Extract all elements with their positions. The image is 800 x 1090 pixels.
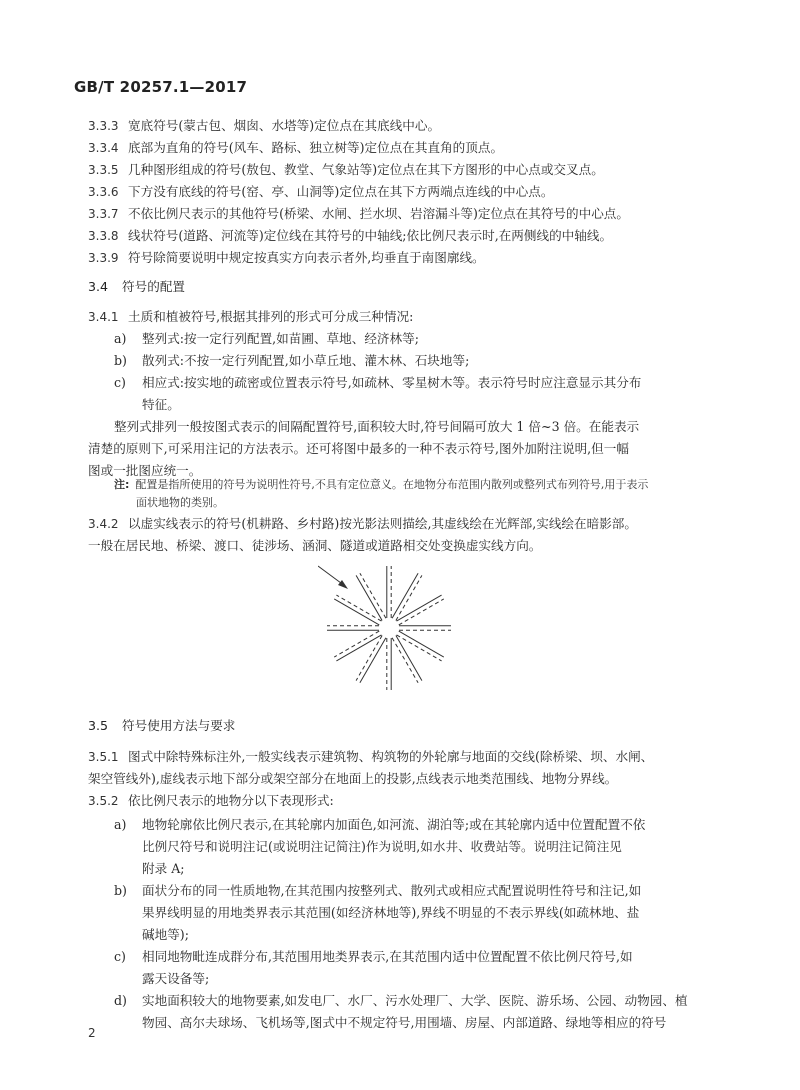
section-number: 3.5 [88, 718, 109, 733]
clause-text: 线状符号(道路、河流等)定位线在其符号的中轴线;依比例尺表示时,在两侧线的中轴线。 [128, 228, 613, 243]
clause-number: 3.3.4 [88, 141, 119, 155]
clause-text: 不依比例尺表示的其他符号(桥梁、水闸、拦水坝、岩溶漏斗等)定位点在其符号的中心点。 [128, 206, 629, 221]
clause-text: 宽底符号(蒙古包、烟囱、水塔等)定位点在其底线中心。 [128, 118, 441, 133]
list-item-label: d) [114, 993, 127, 1008]
clause-text: 几种图形组成的符号(敖包、教堂、气象站等)定位点在其下方图形的中心点或交叉点。 [128, 162, 604, 177]
clause-text: 以虚实线表示的符号(机耕路、乡村路)按光影法则描绘,其虚线绘在光辉部,实线绘在暗影部。 [128, 516, 637, 531]
page-number: 2 [88, 1026, 96, 1040]
ray-dashed-line [399, 599, 444, 625]
list-item-text: 整列式:按一定行列配置,如苗圃、草地、经济林等; [142, 331, 419, 346]
clause-text: 依比例尺表示的地物分以下表现形式: [128, 793, 334, 808]
note-line: 面状地物的类别。 [136, 496, 224, 509]
clause-text: 符号除简要说明中规定按真实方向表示者外,均垂直于南图廓线。 [128, 250, 485, 265]
list-item-text-continued: 特征。 [142, 397, 180, 412]
clause-text-continued: 一般在居民地、桥梁、渡口、徒涉场、涵洞、隧道或道路相交处变换虚实线方向。 [88, 538, 542, 553]
list-item-text: 碱地等); [142, 927, 189, 942]
ray-dashed-line [334, 631, 379, 657]
paragraph-line: 清楚的原则下,可采用注记的方法表示。还可将图中最多的一种不表示符号,图外加附注说明,但一幅 [88, 441, 629, 456]
clause-number: 3.3.9 [88, 251, 119, 265]
paragraph-line: 图或一批图应统一。 [88, 463, 202, 478]
clause-number: 3.3.3 [88, 119, 119, 133]
clause-text: 底部为直角的符号(风车、路标、独立树等)定位点在其直角的顶点。 [128, 140, 504, 155]
list-item-label: b) [114, 883, 127, 898]
clause-number: 3.3.8 [88, 229, 119, 243]
clause-number: 3.4.2 [88, 517, 119, 531]
list-item-text: 相应式:按实地的疏密或位置表示符号,如疏林、零星树木等。表示符号时应注意显示其分布 [142, 375, 642, 390]
clause-number: 3.3.6 [88, 185, 119, 199]
note-label: 注: [114, 478, 130, 491]
clause-number: 3.5.2 [88, 794, 119, 808]
list-item-label: c) [114, 375, 126, 390]
clause-number: 3.3.5 [88, 163, 119, 177]
list-item-text: 露天设备等; [142, 971, 210, 986]
list-item-text: 附录 A; [142, 861, 185, 876]
list-item-text: 果界线明显的用地类界表示其范围(如经济林地等),界线不明显的不表示界线(如疏林地、盐 [142, 905, 640, 920]
clause-text: 图式中除特殊标注外,一般实线表示建筑物、构筑物的外轮廓与地面的交线(除桥梁、坝、水闸、 [128, 749, 654, 764]
light-shadow-line-diagram [318, 562, 460, 694]
paragraph-line: 整列式排列一般按图式表示的间隔配置符号,面积较大时,符号间隔可放大 1 倍~3 倍。在能表示 [114, 419, 640, 434]
section-heading-3-4 [88, 278, 185, 296]
list-item-text: 比例尺符号和说明注记(或说明注记简注)作为说明,如水井、收费站等。说明注记简注见 [142, 839, 622, 854]
list-item-label: a) [114, 331, 127, 346]
section-title: 符号的配置 [122, 279, 185, 294]
clause-number: 3.4.1 [88, 310, 119, 324]
light-direction-arrow-icon [318, 566, 348, 589]
list-item-label: b) [114, 353, 127, 368]
list-item-label: a) [114, 817, 127, 832]
ray-dashed-line [392, 638, 418, 683]
list-item-text: 相同地物毗连成群分布,其范围用地类界表示,在其范围内适中位置配置不依比例尺符号,如 [142, 949, 633, 964]
ray-dashed-line [360, 573, 386, 618]
standard-number-header: GB/T 20257.1—2017 [74, 78, 248, 96]
note-line [114, 476, 648, 494]
section-heading-3-5 [88, 717, 235, 735]
list-item-text: 物园、高尔夫球场、飞机场等,图式中不规定符号,用围墙、房屋、内部道路、绿地等相应的符号 [142, 1015, 667, 1030]
list-item-text: 地物轮廓依比例尺表示,在其轮廓内加面色,如河流、湖泊等;或在其轮廓内适中位置配置不依 [142, 817, 646, 832]
clause-text: 土质和植被符号,根据其排列的形式可分成三种情况: [128, 309, 414, 324]
clause-number: 3.3.7 [88, 207, 119, 221]
section-number: 3.4 [88, 279, 109, 294]
list-item-label: c) [114, 949, 126, 964]
clause-text: 下方没有底线的符号(窑、亭、山洞等)定位点在其下方两端点连线的中心点。 [128, 184, 554, 199]
clause-text-continued: 架空管线外),虚线表示地下部分或架空部分在地面上的投影,点线表示地类范围线、地物分界线。 [88, 771, 618, 786]
section-title: 符号使用方法与要求 [122, 718, 236, 733]
note-text: 配置是指所使用的符号为说明性符号,不具有定位意义。在地物分布范围内散列或整列式布列符号,用于表示 [135, 478, 649, 491]
list-item-text: 面状分布的同一性质地物,在其范围内按整列式、散列式或相应式配置说明性符号和注记,如 [142, 883, 642, 898]
list-item-text: 实地面积较大的地物要素,如发电厂、水厂、污水处理厂、大学、医院、游乐场、公园、动物园、植 [142, 993, 688, 1008]
list-item-text: 散列式:不按一定行列配置,如小草丘地、灌木林、石块地等; [142, 353, 470, 368]
clause-number: 3.5.1 [88, 750, 119, 764]
